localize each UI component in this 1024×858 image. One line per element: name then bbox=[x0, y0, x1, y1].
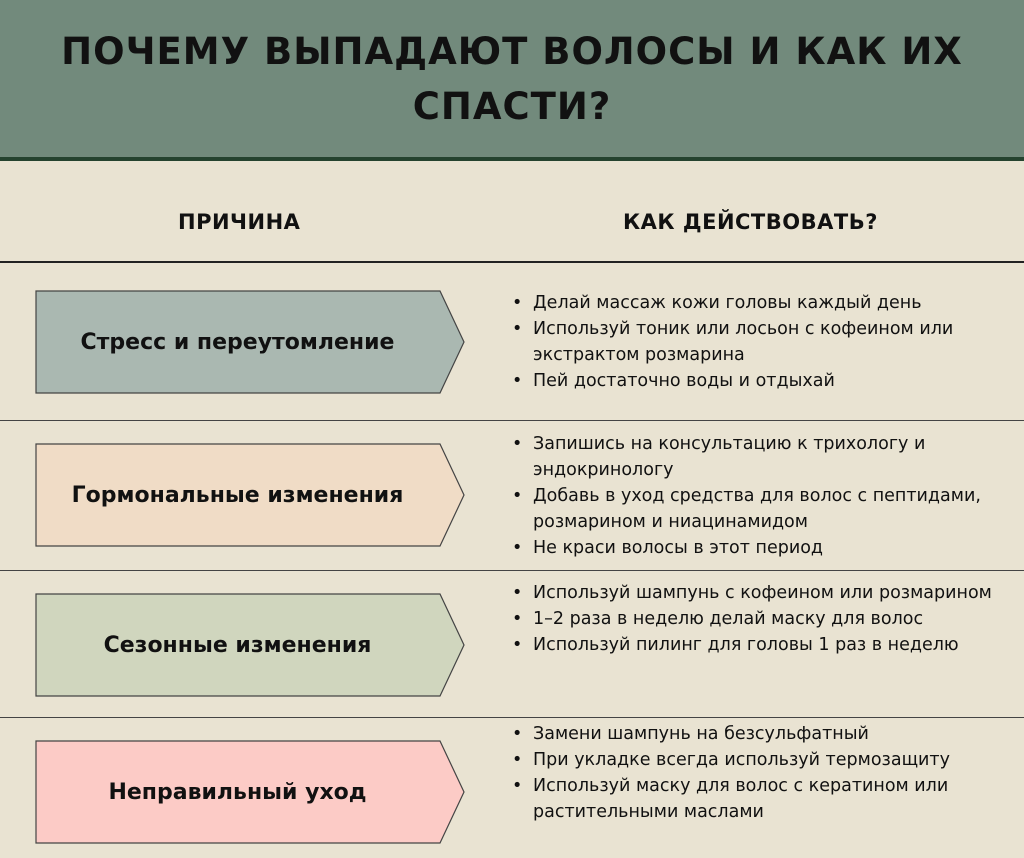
tip-item: • Используй маску для волос с кератином или растительными маслами bbox=[510, 773, 1010, 825]
page-title: ПОЧЕМУ ВЫПАДАЮТ ВОЛОСЫ И КАК ИХ СПАСТИ? bbox=[61, 29, 963, 128]
cause-arrow bbox=[35, 290, 465, 394]
cause-arrow bbox=[35, 593, 465, 697]
cause-arrow bbox=[35, 443, 465, 547]
tip-item: • Не краси волосы в этот период bbox=[510, 535, 1010, 561]
cause-arrow bbox=[35, 740, 465, 844]
column-header-cause: ПРИЧИНА bbox=[178, 210, 301, 234]
tips-list bbox=[510, 580, 1010, 658]
cause-label: Сезонные изменения bbox=[103, 632, 372, 658]
tip-item: • Замени шампунь на безсульфатный bbox=[510, 721, 1010, 747]
tip-item: • Делай массаж кожи головы каждый день bbox=[510, 290, 1010, 316]
column-header-action: КАК ДЕЙСТВОВАТЬ? bbox=[623, 210, 878, 234]
row-divider bbox=[0, 717, 1024, 718]
cause-label: Неправильный уход bbox=[108, 779, 367, 805]
tips-list bbox=[510, 290, 1010, 394]
cause-label: Стресс и переутомление bbox=[80, 329, 395, 355]
title-banner bbox=[0, 0, 1024, 161]
cause-label: Гормональные изменения bbox=[71, 482, 404, 508]
tip-item: • Пей достаточно воды и отдыхай bbox=[510, 368, 1010, 394]
tip-item: • Добавь в уход средства для волос с пептидами, розмарином и ниацинамидом bbox=[510, 483, 1010, 535]
tip-item: • Запишись на консультацию к трихологу и эндокринологу bbox=[510, 431, 1010, 483]
tips-list bbox=[510, 721, 1010, 825]
tip-item: • Используй шампунь с кофеином или розмарином bbox=[510, 580, 1010, 606]
tip-item: • 1–2 раза в неделю делай маску для волос bbox=[510, 606, 1010, 632]
row-divider bbox=[0, 420, 1024, 421]
tip-item: • При укладке всегда используй термозащиту bbox=[510, 747, 1010, 773]
tips-list bbox=[510, 431, 1010, 561]
tip-item: • Используй тоник или лосьон с кофеином или экстрактом розмарина bbox=[510, 316, 1010, 368]
tip-item: • Используй пилинг для головы 1 раз в неделю bbox=[510, 632, 1010, 658]
divider bbox=[0, 261, 1024, 263]
row-divider bbox=[0, 570, 1024, 571]
